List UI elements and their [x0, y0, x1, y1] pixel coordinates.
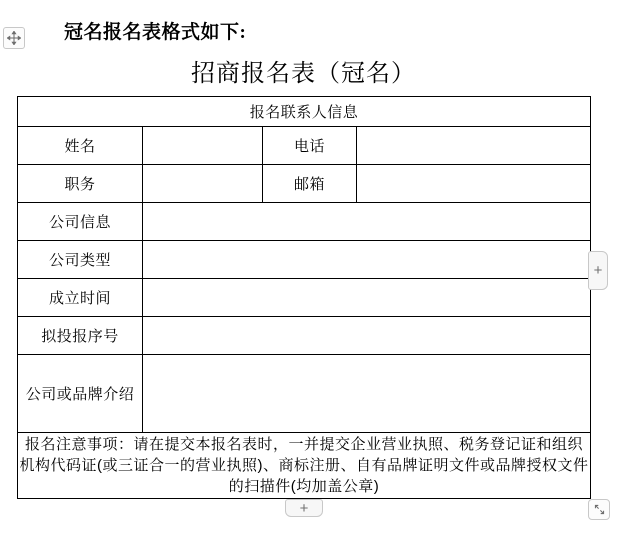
- cell-label-company-intro: 公司或品牌介绍: [18, 355, 143, 433]
- cell-label-founded-date: 成立时间: [18, 279, 143, 317]
- cell-label-company-info: 公司信息: [18, 203, 143, 241]
- table-notes: 报名注意事项：请在提交本报名表时，一并提交企业营业执照、税务登记证和组织机构代码证(或三证合一的营业执照)、商标注册、自有品牌证明文件或品牌授权文件的扫描件(均加盖公章): [18, 433, 591, 499]
- table-move-handle[interactable]: [3, 27, 25, 49]
- table-row: [18, 241, 591, 279]
- cell-value-founded-date[interactable]: [143, 279, 591, 317]
- cell-value-company-type[interactable]: [143, 241, 591, 279]
- cell-label-name: 姓名: [18, 127, 143, 165]
- table-row: [18, 355, 591, 433]
- cell-value-bid-number[interactable]: [143, 317, 591, 355]
- table-row: [18, 203, 591, 241]
- table-row: [18, 97, 591, 127]
- table-row: [18, 317, 591, 355]
- cell-value-email[interactable]: [357, 165, 591, 203]
- registration-form-table: [17, 96, 591, 499]
- form-title: 招商报名表（冠名）: [191, 61, 416, 87]
- add-row-button[interactable]: [285, 499, 323, 517]
- table-row: [18, 433, 591, 499]
- cell-value-phone[interactable]: [357, 127, 591, 165]
- cell-label-phone: 电话: [263, 127, 357, 165]
- cell-label-email: 邮箱: [263, 165, 357, 203]
- cell-label-company-type: 公司类型: [18, 241, 143, 279]
- add-column-button[interactable]: [588, 251, 608, 290]
- cell-label-job-title: 职务: [18, 165, 143, 203]
- move-icon: [7, 31, 21, 45]
- cell-value-company-info[interactable]: [143, 203, 591, 241]
- intro-heading: 冠名报名表格式如下:: [64, 22, 247, 43]
- table-row: [18, 279, 591, 317]
- table-row: [18, 127, 591, 165]
- cell-value-company-intro[interactable]: [143, 355, 591, 433]
- cell-value-job-title[interactable]: [143, 165, 263, 203]
- plus-icon: +: [593, 262, 603, 279]
- table-row: [18, 165, 591, 203]
- cell-value-name[interactable]: [143, 127, 263, 165]
- table-section-header: 报名联系人信息: [18, 97, 591, 127]
- resize-diagonal-icon: [593, 503, 606, 516]
- plus-icon: +: [299, 499, 309, 517]
- cell-label-bid-number: 拟投报序号: [18, 317, 143, 355]
- table-resize-handle[interactable]: [588, 499, 610, 520]
